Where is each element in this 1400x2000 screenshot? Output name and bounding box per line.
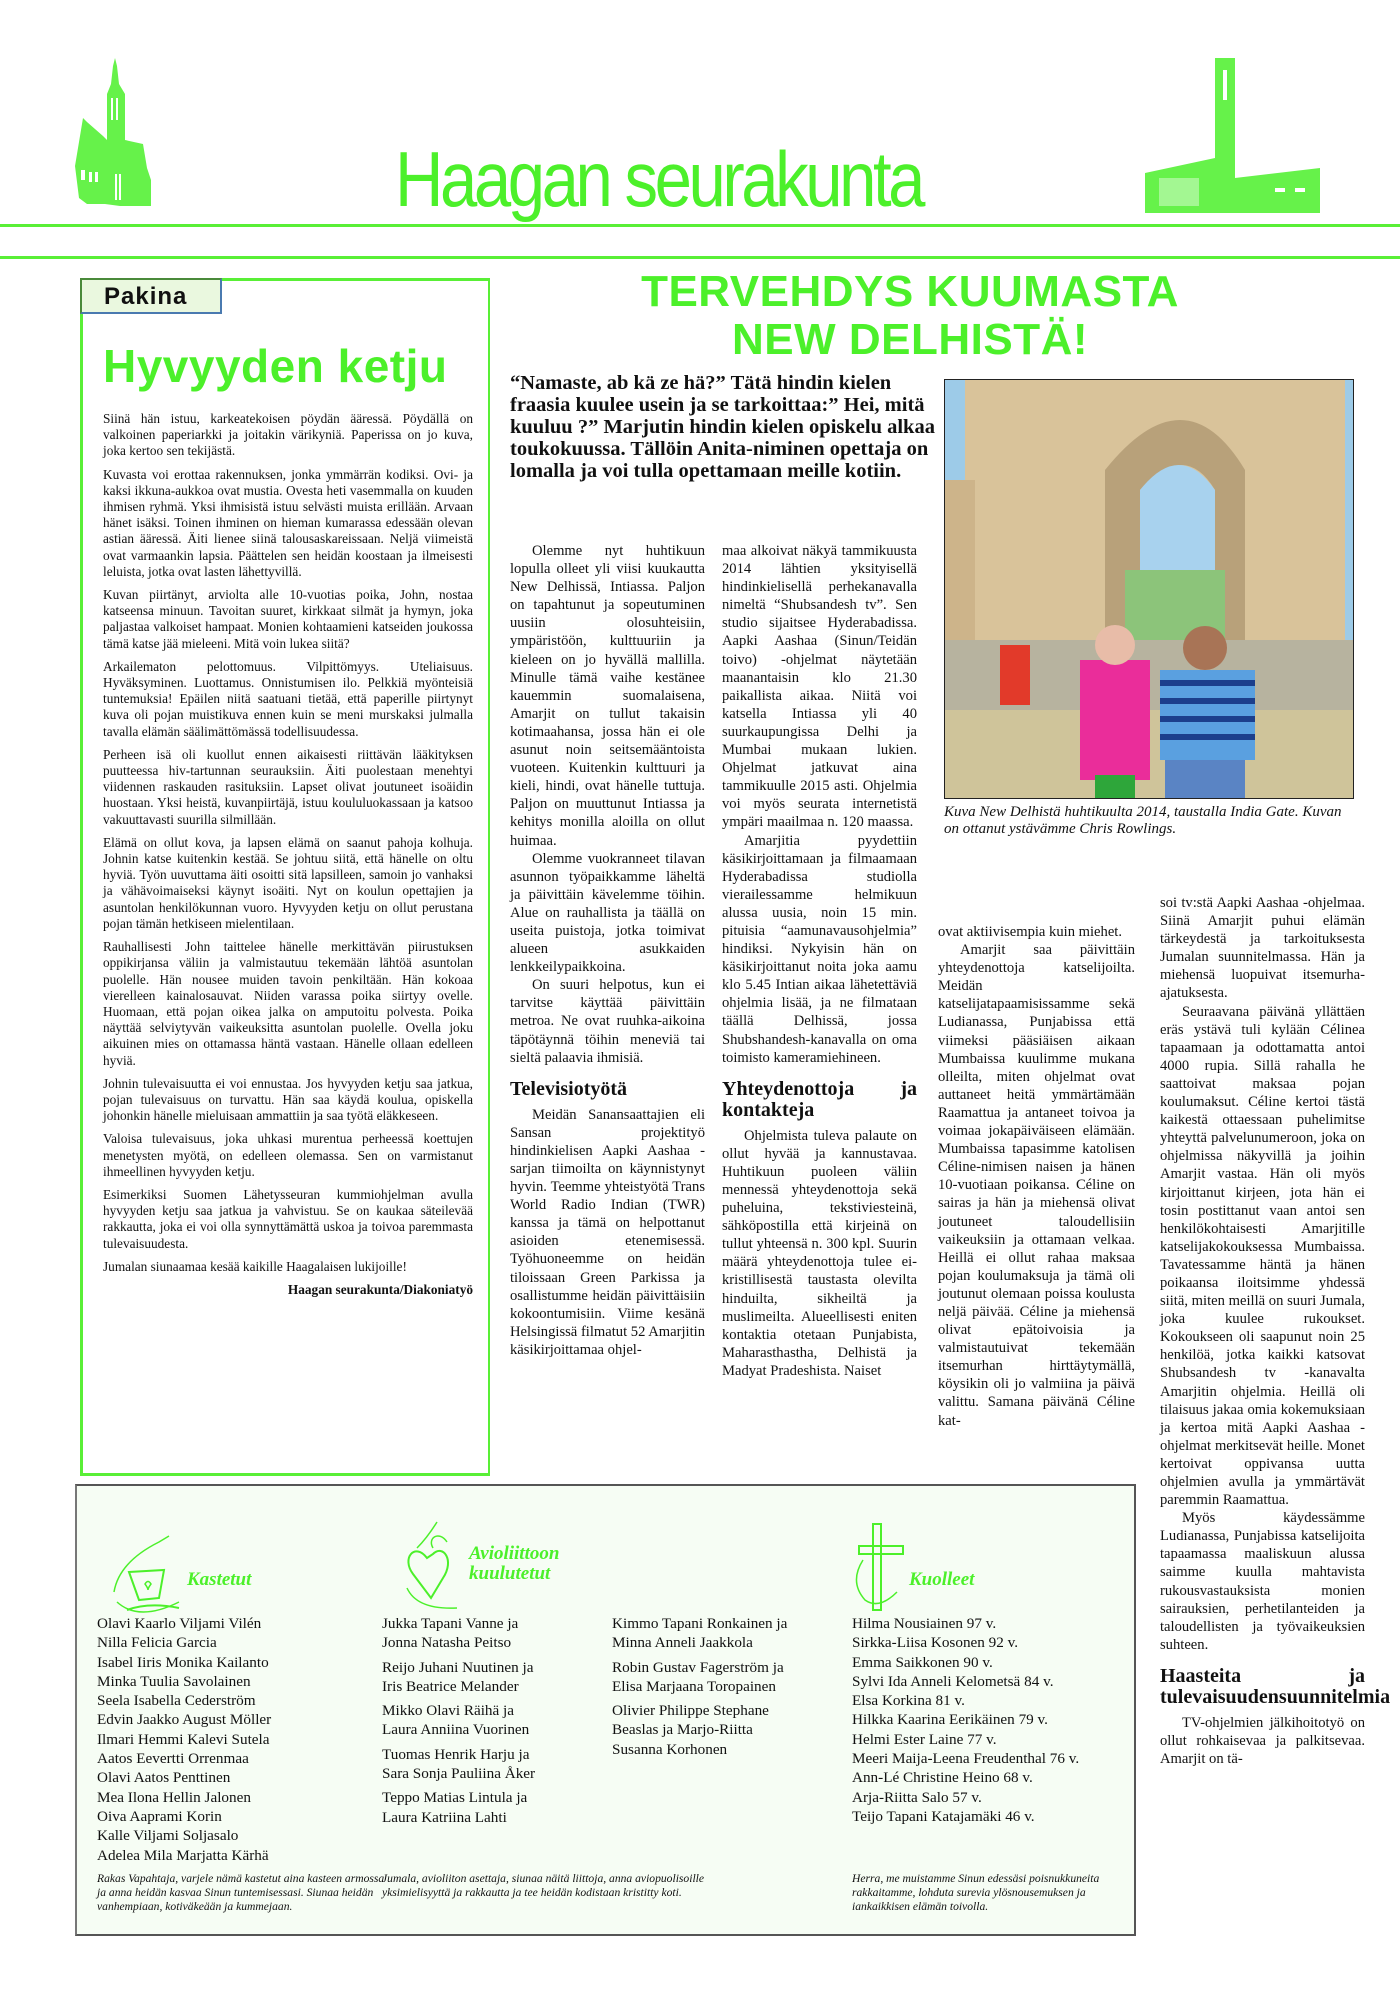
heart-wreath-icon [397, 1518, 469, 1616]
subheading-tv: Televisiotyötä [510, 1077, 628, 1100]
article-paragraph: ovat aktiivisempia kuin miehet. [938, 924, 1123, 940]
deceased-name: Elsa Korkina 81 v. [852, 1692, 965, 1710]
couple-name-line: Kimmo Tapani Ronkainen ja [612, 1615, 788, 1632]
article-paragraph: Seuraavana päivänä yllättäen eräs ystävä tuli kylään Célinea tapaamaan ja odottamatta antoi 4000 rupia. Sillä rahalla he saattoivat maksaa pojan koulumaksut. Céline kertoi tästä kaikestä ottaessaan puhelimitse yhteyttä palvelunumeroon, joka on ohjelmissa näkyvillä ja joihin Amarjit vastaa. Hän oli myös kirjoittanut kirjeen, jota hän ei tosin postittanut vaan antoi sen henkilökohtaisesti Amarjitille katselijakokouksessa Mumbaissa. Tavatessamme häntä ja hänen poikaansa iloitsimme yhdessä siitä, miten meillä on suuri Jumala, joka kuulee rukoukset. Kokoukseen oli saapunut noin 25 henkilöä, jotka kaikki katsovat Shubsandesh tv -kanavalta Amarjitin ohjelmia. Heillä oli tilaisuus jakaa omia kokemuksiaan ja kertoa mitä Aapki Aashaa -ohjelmat merkitsevät heille. Monet kertoivat oppivansa uutta ohjelmien avulla ja ymmärtävät paremmin Raamattua. [1160, 1003, 1365, 1509]
couple-name-line: Jukka Tapani Vanne ja [382, 1615, 519, 1632]
banns-prayer: Jumala, avioliiton asettaja, siunaa näitä liittoja, anna aviopuolisoille yksimielisyyttä ja rakkautta ja tee heidän kodistaan kristitty koti. [382, 1872, 705, 1899]
couple-name-line: Elisa Marjaana Toropainen [612, 1677, 776, 1695]
article-title-line-1: TERVEHDYS KUUMASTA [641, 267, 1179, 316]
banns-label-line-2: kuulutetut [469, 1563, 551, 1584]
couple-entry [382, 1745, 597, 1784]
deceased-name: Sylvi Ida Anneli Kelometsä 84 v. [852, 1672, 1054, 1690]
deceased-list [852, 1614, 1117, 1826]
subheading-contacts: Yhteydenottoja ja kontakteja [722, 1077, 917, 1121]
article-paragraph: Amarjitia pyydettiin käsikirjoittamaan ja filmaamaan Hyderabadissa studiolla vierailessamme helmikuun alussa uusia, noin 15 min. pituisia “aamunavausohjelmia” hindiksi. Nykyisin hän on käsikirjoittanut noita joka aamu klo 5.45 Intian aikaa lähetettäviä ohjelmia lisää, ja ne filmataan täällä Delhissä, jossa Shubshandesh-kanavalla on oma toimisto kameramiehineen. [722, 832, 917, 1066]
couple-name-line: Robin Gustav Fagerström ja [612, 1658, 784, 1676]
baptized-name: Aatos Eevertti Orrenmaa [97, 1750, 249, 1768]
article-paragraph: Olemme vuokranneet tilavan asunnon työpaikkamme läheltä ja päivittäin kävelemme töihin. Alue on rauhallista ja täällä on useita puistoja, jotka toimivat alueen asukkaiden lenkkeilypaikkoina. [510, 850, 705, 976]
couple-entry [382, 1701, 597, 1740]
banns-label [469, 1544, 559, 1584]
baptized-name: Ilmari Hemmi Kalevi Sutela [97, 1730, 270, 1748]
couple-name-line: Minna Anneli Jaakkola [612, 1634, 753, 1652]
baptized-name: Minka Tuulia Savolainen [97, 1672, 251, 1690]
header-rule-top [0, 224, 1400, 227]
couple-name-line: Teppo Matias Lintula ja [382, 1789, 528, 1807]
article-title [520, 268, 1300, 364]
pakina-paragraph: Arkailematon pelottomuus. Vilpittömyys. Uteliaisuus. Hyväksyminen. Luottamus. Onnistumisen ilo. Pelkkiä myönteisiä tuntemuksia! Epäilen niitä saatuani tietää, että paperille piirtynyt kuva oli pojan muistikuva ennen kuin se meni murskaksi julmalla tavalla elämän säälimättömässä todellisuudessa. [103, 658, 473, 739]
baptized-name: Nilla Felicia Garcia [97, 1634, 217, 1652]
couple-name-line: Susanna Korhonen [612, 1740, 728, 1758]
pakina-paragraph: Jumalan siunaamaa kesää kaikille Haagalaisen lukijoille! [103, 1258, 407, 1274]
pakina-paragraph: Kuvan piirtänyt, arviolta alle 10-vuotias poika, John, nostaa katseensa minuun. Tavoitan suuret, kirkkaat silmät ja hymyn, joka paljastaa valkoiset hampaat. Monien kohtaamieni katseiden joukossa tämä katse jää mieleeni. Mitä voin lukea siitä? [103, 587, 473, 651]
parish-register-box [75, 1484, 1136, 1936]
article-paragraph: On suuri helpotus, kun ei tarvitse käyttää päivittäin metroa. Ne ovat ruuhka-aikoina täpötäynnä töihin meneviä tai sieltä palaavia ihmisiä. [510, 977, 705, 1066]
deceased-name: Ann-Lé Christine Heino 68 v. [852, 1769, 1033, 1787]
article-column-1 [510, 542, 705, 1359]
baptized-name: Kalle Viljami Soljasalo [97, 1827, 239, 1845]
deceased-name: Teijo Tapani Katajamäki 46 v. [852, 1807, 1035, 1825]
article-paragraph: Myös käydessämme Ludianassa, Punjabissa katselijoita tapaamassa maaliskuun alussa saimme kuulla mahtavista rukousvastauksista monien sairauksien, perhetilanteiden ja taloudellisten ja työvaikeuksien suhteen. [1160, 1510, 1365, 1653]
masthead-title: Haagan seurakunta [395, 135, 923, 223]
couple-entry [612, 1614, 827, 1653]
deceased-name: Hilma Nousiainen 97 v. [852, 1615, 997, 1632]
article-lead: “Namaste, ab kä ze hä?” Tätä hindin kielen fraasia kuulee usein ja se tarkoittaa:” Hei, mitä kuuluu ?” Marjutin hindin kielen opiskelu alkaa toukokuussa. Tällöin Anita-niminen opettaja on lomalla ja voi tulla opettamaan meille kotiin. [510, 372, 935, 482]
pakina-paragraph: Kuvasta voi erottaa rakennuksen, jonka ymmärrän kodiksi. Ovi- ja kaksi ikkuna-aukkoa ovat mustia. Ovesta heti vasemmalla on kuuden ihmisen ryhmä. Yksi ihmisistä istuu selvästi muista erillään. Arvaan hänet isäksi. Toinen ihminen on hieman kumarassa edessään olevan astian ääressä. Äiti lienee siinä talousaskareissaan. Neljä viimeistä ovat varmaankin lapsia. Päättelen sen heidän koostaan ja ilmeisesti leluista, jotka ovat lasten lähettyvillä. [103, 466, 473, 579]
baptized-prayer: Rakas Vapahtaja, varjele nämä kastetut aina kasteen armossa ja anna heidän kasvaa Sinun tuntemisessasi. Siunaa heidän vanhempiaan, kotiväkeään ja kummejaan. [97, 1872, 385, 1913]
pakina-paragraph: Elämä on ollut kova, ja lapsen elämä on saanut pahoja kolhuja. Johnin katse kuitenkin kestää. Se johtuu siitä, että hänelle on oltu hyviä. Työn uuvuttama äiti osoitti sitä lapsilleen, samoin jo vanhaksi ja vähävoimaiseksi käynyt isoäiti. Nyt on koulun opettajien ja asuntolan henkilökunnan vuoro. Hyvyyden ketju on ollut perustana pojan tämän hetkiseen mielentilaan. [103, 834, 473, 931]
baptized-name: Seela Isabella Cederström [97, 1692, 256, 1710]
article-paragraph: Ohjelmista tuleva palaute on ollut hyvää ja kannustavaa. Huhtikuun puoleen väliin mennessä yhteydenottoja sekä puheluina, tekstiviesteinä, sähköpostilla että kirjeinä on tullut yhteensä n. 300 kpl. Suurin määrä yhteydenottoja tulee ei-kristillisestä taustasta olevilta hinduilta, sikheiltä ja muslimeilta. Alueellisesti eniten kontaktia otetaan Punjabista, Maharasthastha, Delhistä ja Madyat Pradeshista. Naiset [722, 1127, 917, 1379]
banns-list-2 [612, 1614, 827, 1764]
pakina-box [80, 278, 490, 1476]
india-gate-photo [944, 379, 1354, 799]
article-paragraph: soi tv:stä Aapki Aashaa -ohjelmaa. Siinä Amarjit puhui elämän tärkeydestä ja tarkoituksesta Jumalan suunnitelmassa. Hän ja miehensä luopuivat itsemurha-ajatuksesta. [1160, 895, 1365, 1002]
subheading-future: Haasteita ja tulevaisuudensuunnitelmia [1160, 1664, 1391, 1708]
church-logo-left-icon [75, 58, 180, 206]
deceased-prayer: Herra, me muistamme Sinun edessäsi poisnukkuneita rakkaitamme, lohduta surevia ylösnousemuksen ja iankaikkisen elämän toivolla. [852, 1872, 1100, 1913]
couple-name-line: Laura Katriina Lahti [382, 1808, 507, 1826]
article-column-4 [1160, 894, 1391, 1768]
pakina-tag: Pakina [80, 278, 222, 314]
article-title-line-2: NEW DELHISTÄ! [731, 315, 1089, 364]
couple-name-line: Jonna Natasha Peitso [382, 1634, 512, 1652]
article-column-3 [938, 923, 1135, 1430]
couple-name-line: Beaslas ja Marjo-Riitta [612, 1721, 753, 1739]
couple-name-line: Sara Sonja Pauliina Åker [382, 1765, 536, 1783]
couple-name-line: Iris Beatrice Melander [382, 1677, 519, 1695]
couple-name-line: Mikko Olavi Räihä ja [382, 1702, 515, 1720]
deceased-name: Arja-Riitta Salo 57 v. [852, 1788, 982, 1806]
pakina-paragraph: Esimerkiksi Suomen Lähetysseuran kummiohjelman avulla hyvyyden ketju saa jatkua ja vahvistuu. Se on kaukaa säteilevää rakkautta, joka ei voi olla synnyttämättä uskoa ja toivoa paremmasta tulevaisuudesta. [103, 1186, 473, 1251]
couple-entry [382, 1658, 597, 1697]
article-paragraph: Olemme nyt huhtikuun lopulla olleet yli viisi kuukautta New Delhissä, Intiassa. Paljon on tapahtunut ja sopeutuminen uusiin olosuhteisiin, ympäristöön, kulttuuriin ja kieleen on jo hyvällä mallilla. Minulle tämä vaihe kestänee kauemmin suomalaisena, Amarjit on tullut takaisin kotimaahansa, jossa hän ei ole asunut noin seitsemääntoista vuoteen. Kuitenkin kulttuuri ja kieli, hindi, ovat hänelle tuttuja. Paljon on muuttunut Intiassa ja kehitys monilla aloilla on ollut huimaa. [510, 543, 705, 849]
article-column-2 [722, 542, 917, 1380]
pakina-paragraph: Siinä hän istuu, karkeatekoisen pöydän ääressä. Pöydällä on valkoinen paperiarkki ja joitakin värikyniä. Paperissa on jo kuva, joka kertoo sen tekijästä. [103, 411, 473, 459]
baptized-name: Olavi Aatos Penttinen [97, 1769, 231, 1787]
baptized-name: Edvin Jaakko August Möller [97, 1711, 272, 1729]
baptized-name: Olavi Kaarlo Viljami Vilén [97, 1615, 262, 1632]
article-paragraph: Amarjit saa päivittäin yhteydenottoja katselijoilta. Meidän katselijatapaamisissamme sekä Ludianassa, Punjabissa että viimeksi pääsiäisen aikaan Mumbaissa kuulimme mukana olleilta, miten ohjelmat ovat auttaneet heitä ymmärtämään Raamattua ja antaneet toivoa ja voimaa jokapäiväiseen elämään. Mumbaissa tapasimme katolisen Céline-nimisen naisen ja hänen 10-vuotiaan poikansa. Céline on sairas ja hän ja miehensä olivat joutuneet taloudellisiin vaikeuksiin ja ottamaan velkaa. Heillä ei ollut rahaa maksaa pojan koulumaksuja ja tämä oli joutunut olemaan poissa koulusta neljä päivää. Céline ja miehensä olivat epätoivoisia ja valmistautuivat tekemään itsemurhan hirttäytymällä, köysikin oli jo valmiina ja päivä valittu. Samana päivänä Céline kat- [938, 942, 1135, 1429]
pakina-signature: Haagan seurakunta/Diakoniatyö [287, 1281, 473, 1297]
baptized-list [97, 1614, 367, 1865]
couple-entry [382, 1614, 597, 1653]
baptism-cup-icon [109, 1532, 189, 1622]
pakina-paragraph: Valoisa tulevaisuus, joka uhkasi murentua perheessä koettujen menetysten myötä, on edelleen olemassa. Sen on varmistanut ihmeellinen hyvyyden ketju. [103, 1131, 473, 1179]
banns-list-1 [382, 1614, 597, 1832]
deceased-name: Hilkka Kaarina Eerikäinen 79 v. [852, 1711, 1048, 1729]
couple-name-line: Tuomas Henrik Harju ja [382, 1745, 530, 1763]
article-paragraph: maa alkoivat näkyä tammikuusta 2014 lähtien yksityisellä hindinkielisellä perhekanavalla nimeltä “Shubsandesh tv”. Sen studio sijaitsee Hyderabadissa. Aapki Aashaa (Sinun/Teidän toivo) -ohjelmat näytetään maanantaisin klo 21.30 paikallista aikaa. Niitä voi katsella Intiassa yli 40 suurkaupungissa Delhi ja Mumbai mukaan lukien. Ohjelmat jatkuvat aina tammikuulle 2015 asti. Ohjelmia voi myös seurata internetistä ympäri maailmaa n. 120 maassa. [722, 543, 917, 831]
deceased-name: Helmi Ester Laine 77 v. [852, 1730, 997, 1748]
baptized-label: Kastetut [187, 1569, 252, 1590]
pakina-title: Hyvyyden ketju [103, 340, 448, 392]
pakina-paragraph: Rauhallisesti John taittelee hänelle merkittävän piirustuksen oppikirjansa väliin ja valmistautuu tekemään lähtöä asuntolan puolelle. Hän nousee muiden tavoin penkiltään. Hän kokoaa vierelleen kainalosauvat. Niiden varassa poika siirtyy ovelle. Huomaan, että pojan oikea jalka on amputoitu polvesta. Poika näyttää selviytyvän vaikeuksitta asuntolan puolelle. Ovella joku aikuinen mies on ottamassa häntä vastaan. Hänelle ollaan edelleen hyviä. [103, 939, 473, 1068]
article-paragraph: TV-ohjelmien jälkihoitotyö on ollut rohkaisevaa ja palkitsevaa. Amarjit on tä- [1160, 1714, 1365, 1768]
deceased-name: Emma Saikkonen 90 v. [852, 1653, 993, 1671]
couple-name-line: Reijo Juhani Nuutinen ja [382, 1658, 534, 1676]
deceased-name: Sirkka-Liisa Kosonen 92 v. [852, 1634, 1019, 1652]
church-logo-right-icon [1145, 58, 1320, 213]
deceased-label: Kuolleet [909, 1569, 975, 1590]
baptized-name: Isabel Iiris Monika Kailanto [97, 1653, 269, 1671]
pakina-paragraph: Johnin tulevaisuutta ei voi ennustaa. Jos hyvyyden ketju saa jatkua, pojan tulevaisuus on turvattu. Hän saa käydä koulua, opiskella johonkin hänelle mieluisaan ammattiin ja saa työtä eläkkeseen. [103, 1075, 473, 1124]
deceased-name: Meeri Maija-Leena Freudenthal 76 v. [852, 1750, 1080, 1768]
header-rule-bottom [0, 256, 1400, 259]
baptized-name: Oiva Aaprami Korin [97, 1807, 222, 1825]
pakina-body [103, 411, 473, 1305]
couple-name-line: Laura Anniina Vuorinen [382, 1721, 530, 1739]
article-paragraph: Meidän Sanansaattajien eli Sansan projektityö hindinkielisen Aapki Aashaa -sarjan tiimoilta on käynnistynyt hyvin. Teemme yhteistyötä Trans World Radio Indian (TWR) kanssa ja tämä on helpottanut asioiden etenemisessä. Työhuoneemme on heidän tiloissaan Green Parkissa ja osallistumme heidän päivittäisiin kokoontumisiin. Viime kesänä Helsingissä filmatut 52 Amarjitin käsikirjoittamaa ohjel- [510, 1106, 705, 1358]
photo-caption: Kuva New Delhistä huhtikuulta 2014, taustalla India Gate. Kuvan on ottanut ystävämme Chris Rowlings. [944, 804, 1342, 837]
couple-entry [612, 1701, 827, 1759]
banns-label-line-1: Avioliittoon [469, 1543, 560, 1564]
couple-entry [612, 1658, 827, 1697]
cross-wreath-icon [849, 1520, 909, 1612]
couple-name-line: Olivier Philippe Stephane [612, 1702, 769, 1720]
pakina-paragraph: Perheen isä oli kuollut ennen aikaisesti riittävän lääkityksen puutteessa hiv-tartunnan seurauksiin. Äiti puolestaan menehtyi viidennen raskauden rasituksiin. Lapset olivat joutuneet isoäidin huostaan. Yksi heistä, kuvanpiirtäjä, istuu koululuokassaan ja katsoo vakuuttavasti suurilla silmillään. [103, 746, 473, 827]
couple-entry [382, 1788, 597, 1827]
photo-illustration [945, 380, 1354, 799]
baptized-name: Mea Ilona Hellin Jalonen [97, 1788, 251, 1806]
baptized-name: Adelea Mila Marjatta Kärhä [97, 1846, 269, 1864]
